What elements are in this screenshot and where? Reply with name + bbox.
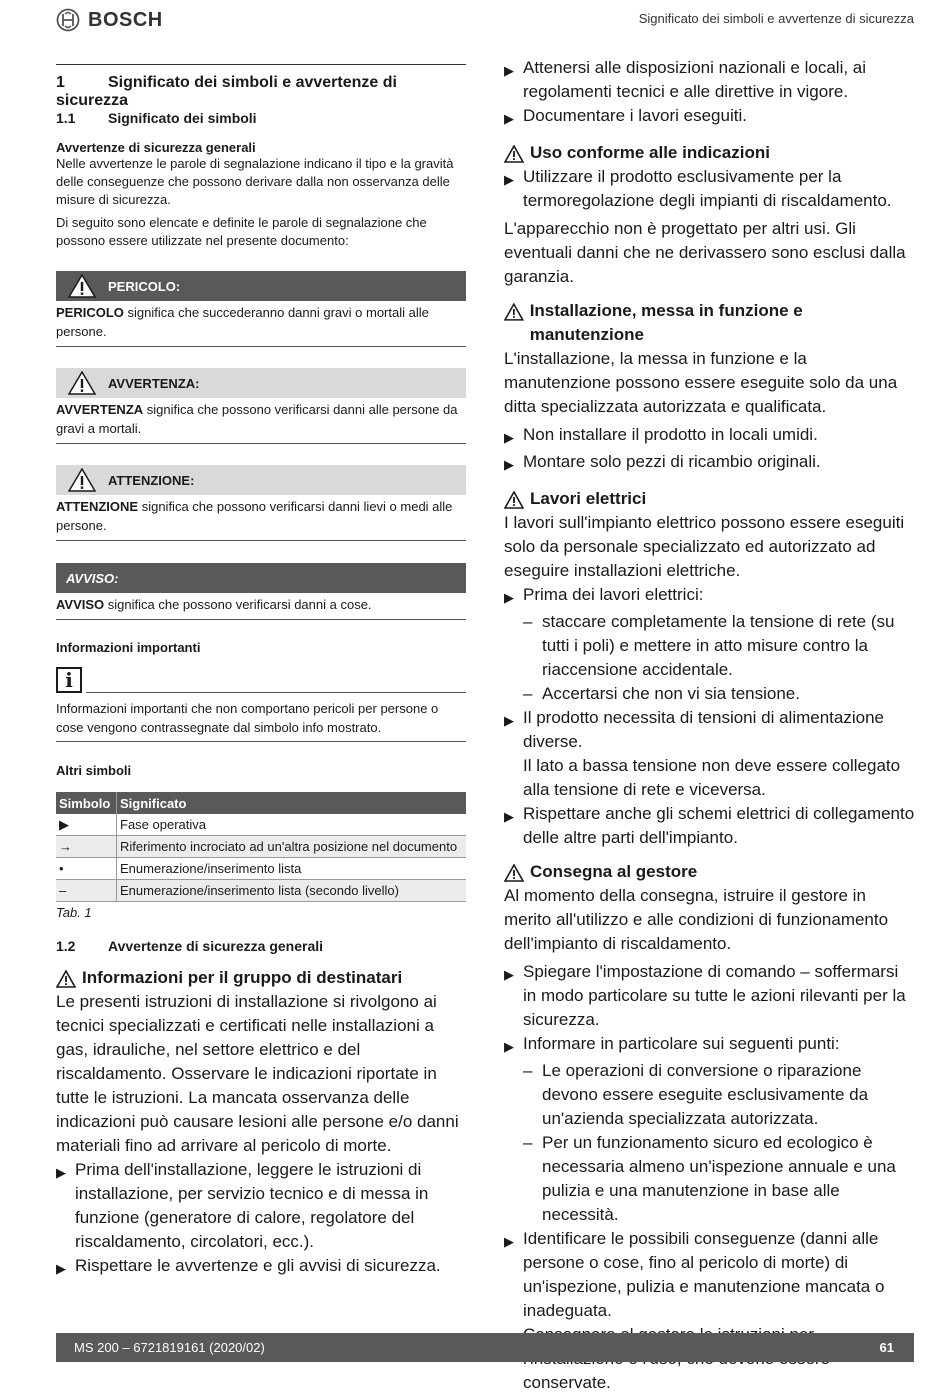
electrical-work-title: Lavori elettrici <box>504 487 916 511</box>
sub-list-item: – staccare completamente la tensione di rete (su tutti i poli) e mettere in atto misure contro la riaccensione accidentale. <box>523 612 895 679</box>
warning-triangle-icon <box>504 145 524 163</box>
target-group-section <box>56 966 466 1281</box>
warning-avvertenza <box>56 368 466 444</box>
list-item: ▶ Non installare il prodotto in locali umidi. <box>504 425 818 445</box>
section-heading-1: 1 Significato dei simboli e avvertenze di sicurezza <box>56 74 397 109</box>
warning-triangle-icon <box>56 371 108 395</box>
table-row <box>56 814 466 836</box>
running-title: Significato dei simboli e avvertenze di sicurezza <box>638 11 914 26</box>
avvertenza-label: AVVERTENZA: <box>108 375 200 391</box>
attenzione-text: ATTENZIONE significa che possono verificarsi danni lievi o medi alle persone. <box>56 495 466 541</box>
info-text: Informazioni importanti che non comportano pericoli per persone o cose vengono contrassegnate dal simbolo info mostrato. <box>56 697 466 742</box>
avviso-bar <box>56 563 466 593</box>
avviso-text: AVVISO significa che possono verificarsi danni a cose. <box>56 593 466 620</box>
warning-triangle-icon <box>504 303 524 321</box>
page-number: 61 <box>879 1340 894 1355</box>
table-cell: Enumerazione/inserimento lista (secondo livello) <box>117 880 467 902</box>
other-symbols-title: Altri simboli <box>56 763 132 778</box>
list-item: ▶ Informare in particolare sui seguenti punti: <box>504 1034 840 1054</box>
handover-text: Al momento della consegna, istruire il gestore in merito all'utilizzo e alle condizioni di funzionamento dell'impianto di riscaldamento. <box>504 886 889 953</box>
list-item: ▶ Rispettare le avvertenze e gli avvisi di sicurezza. <box>56 1256 441 1276</box>
pericolo-text: PERICOLO significa che succederanno danni gravi o mortali alle persone. <box>56 301 466 347</box>
table-header-row <box>56 792 466 814</box>
general-warnings-text: Nelle avvertenze le parole di segnalazione indicano il tipo e la gravità delle conseguenze che possono derivare dalla non osservanza delle misure di sicurezza. <box>56 156 454 207</box>
electrical-work-text: I lavori sull'impianto elettrico possono essere eseguiti solo da personale specializzato ed autorizzato ad eseguire installazioni elettriche. <box>504 513 905 580</box>
list-item: ▶ Utilizzare il prodotto esclusivamente per la termoregolazione degli impianti di riscaldamento. <box>504 167 892 210</box>
bosch-armature-icon <box>56 8 80 32</box>
installation-text: L'installazione, la messa in funzione e la manutenzione possono essere eseguite solo da una ditta specializzata autorizzata e qualificata. <box>504 349 898 416</box>
pericolo-label: PERICOLO: <box>108 278 181 294</box>
sub-list-item: – Per un funzionamento sicuro ed ecologico è necessaria almeno un'ispezione annuale e una pulizia e una manutenzione in base alle necessità. <box>523 1133 896 1224</box>
table-row <box>56 880 466 902</box>
info-rule <box>86 692 466 693</box>
section-heading-1-2: 1.2 Avvertenze di sicurezza generali <box>56 938 324 954</box>
warning-pericolo <box>56 271 466 347</box>
general-warnings-title: Avvertenze di sicurezza generali <box>56 140 256 155</box>
notice-avviso <box>56 563 466 620</box>
attenzione-label: ATTENZIONE: <box>108 472 195 488</box>
document-reference: MS 200 – 6721819161 (2020/02) <box>74 1340 265 1355</box>
table-row <box>56 858 466 880</box>
target-group-title: Informazioni per il gruppo di destinatari <box>56 966 466 990</box>
intended-use-title: Uso conforme alle indicazioni <box>504 141 916 165</box>
list-item: ▶ Montare solo pezzi di ricambio originali. <box>504 452 821 472</box>
signal-words-intro: Di seguito sono elencate e definite le parole di segnalazione che possono essere utilizzate nel presente documento: <box>56 215 427 248</box>
table-cell: • <box>56 858 117 880</box>
table-cell: Fase operativa <box>117 814 467 836</box>
symbols-table <box>56 792 466 902</box>
pericolo-bar <box>56 271 466 301</box>
page-footer <box>56 1333 914 1362</box>
table-cell: Riferimento incrociato ad un'altra posizione nel documento <box>117 836 467 858</box>
warning-triangle-icon <box>56 274 108 298</box>
list-item: ▶ Spiegare l'impostazione di comando – soffermarsi in modo particolare su tutte le azioni rilevanti per la sicurezza. <box>504 962 906 1029</box>
sub-list-item: – Le operazioni di conversione o riparazione devono essere eseguite esclusivamente da un'azienda specializzata autorizzata. <box>523 1061 869 1128</box>
table-cell: Enumerazione/inserimento lista <box>117 858 467 880</box>
warning-attenzione <box>56 465 466 541</box>
intended-use-text: L'apparecchio non è progettato per altri usi. Gli eventuali danni che ne derivassero sono esclusi dalla garanzia. <box>504 219 906 286</box>
right-column <box>504 56 916 1395</box>
handover-title: Consegna al gestore <box>504 860 916 884</box>
attenzione-bar <box>56 465 466 495</box>
table-cell: ▶ <box>56 814 117 836</box>
avvertenza-text: AVVERTENZA significa che possono verificarsi danni alle persone da gravi a mortali. <box>56 398 466 444</box>
table-cell: – <box>56 880 117 902</box>
warning-triangle-icon <box>504 864 524 882</box>
list-item: ▶ Il prodotto necessita di tensioni di alimentazione diverse. Il lato a bassa tensione non deve essere collegato alla tensione di rete e viceversa. <box>504 708 901 799</box>
list-item: ▶ Identificare le possibili conseguenze (danni alle persone o cose, fino al pericolo di morte) di un'ispezione, pulizia e manutenzione mancata o inadeguata. <box>504 1229 885 1320</box>
info-icon: i <box>56 667 82 693</box>
list-item: ▶ Attenersi alle disposizioni nazionali e locali, ai regolamenti tecnici e alle direttive in vigore. <box>504 58 867 101</box>
brand-logo <box>56 8 163 32</box>
sub-list-item: – Accertarsi che non vi sia tensione. <box>523 684 800 703</box>
table-row <box>56 836 466 858</box>
table-caption: Tab. 1 <box>56 905 92 920</box>
warning-triangle-icon <box>504 491 524 509</box>
installation-title: Installazione, messa in funzione e manutenzione <box>504 299 916 347</box>
warning-triangle-icon <box>56 970 76 988</box>
list-item: ▶ Rispettare anche gli schemi elettrici di collegamento delle altre parti dell'impianto. <box>504 804 915 847</box>
warning-triangle-icon <box>56 468 108 492</box>
general-warnings-block <box>56 140 466 250</box>
heading-rule <box>56 64 466 65</box>
avvertenza-bar <box>56 368 466 398</box>
table-header: Simbolo <box>56 792 117 814</box>
section-heading-1-1: 1.1 Significato dei simboli <box>56 110 257 126</box>
list-item: ▶ Prima dei lavori elettrici: <box>504 585 704 605</box>
list-item: ▶ Prima dell'installazione, leggere le istruzioni di installazione, per servizio tecnico e di messa in funzione (generatore di calore, regolatore del riscaldamento, circolatori, ecc.). <box>56 1160 429 1251</box>
table-cell: → <box>56 836 117 858</box>
table-header: Significato <box>117 792 467 814</box>
info-symbol-row <box>56 667 466 693</box>
info-title: Informazioni importanti <box>56 640 201 655</box>
list-item: ▶ Documentare i lavori eseguiti. <box>504 106 747 126</box>
avviso-label: AVVISO: <box>66 570 119 586</box>
list-item: conservate. <box>523 1373 611 1392</box>
target-group-text: Le presenti istruzioni di installazione si rivolgono ai tecnici specializzati e certificati nelle installazioni a gas, idrauliche, nel settore elettrico e del riscaldamento. Osservare le indicazioni riportate in tutte le istruzioni. La mancata osservanza delle indicazioni può causare lesioni alle persone e/o danni materiali fino ad arrivare al pericolo di morte. <box>56 992 459 1155</box>
brand-name: BOSCH <box>88 8 163 31</box>
